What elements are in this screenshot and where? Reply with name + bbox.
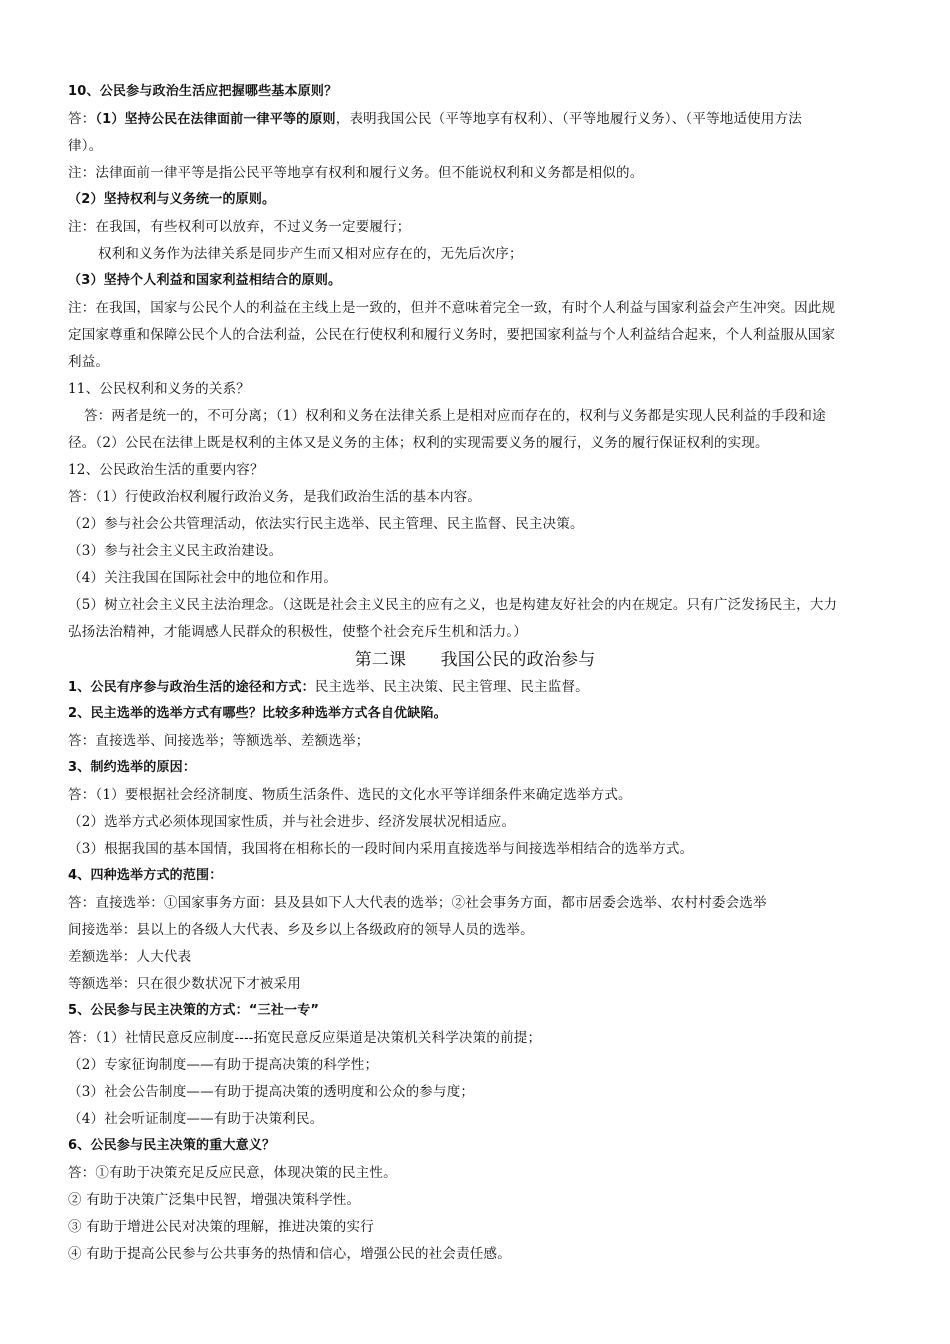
item-5: 5、公民参与民主决策的方式：“三社一专” [68, 1003, 320, 1018]
item-2-answer: 答：直接选举、间接选举；等额选举、差额选举； [68, 733, 370, 749]
item-4: 4、四种选举方式的范围： [68, 868, 223, 883]
note-3b: 定国家尊重和保障公民个人的合法利益，公民在行使权利和履行义务时，要把国家利益与个人利益结合起来，个人利益服从国家 [68, 327, 836, 343]
item-5-answer-1: 答：（1）社情民意反应制度----拓宽民意反应渠道是决策机关科学决策的前提； [68, 1030, 542, 1046]
item-6-answer-4: ④ 有助于提高公民参与公共事务的热情和信心，增强公民的社会责任感。 [68, 1246, 511, 1262]
answer-12-4: （4）关注我国在国际社会中的地位和作用。 [68, 570, 338, 586]
item-4-equal: 等额选举：只在很少数状况下才被采用 [68, 976, 301, 992]
answer-11a: 答：两者是统一的，不可分离；（1）权利和义务在法律关系上是相对应而存在的，权利与义务都是实现人民利益的手段和途 [84, 408, 826, 424]
note-3a: 注：在我国，国家与公民个人的利益在主线上是一致的，但并不意味着完全一致，有时个人利益与国家利益会产生冲突。因此规 [68, 300, 836, 316]
item-2: 2、民主选举的选举方式有哪些？比较多种选举方式各自优缺陷。 [68, 706, 447, 721]
answer-10-principle-1-cont: 律）。 [68, 138, 103, 154]
item-4-indirect: 间接选举：县以上的各级人大代表、乡及乡以上各级政府的领导人员的选举。 [68, 922, 534, 938]
item-4-direct: 答：直接选举：①国家事务方面：县及县如下人大代表的选举；②社会事务方面，都市居委会选举、农村村委会选举 [68, 895, 767, 911]
answer-12-5b: 弘扬法治精神，才能调感人民群众的积极性，使整个社会充斥生机和活力。） [68, 624, 528, 640]
answer-12-2: （2）参与社会公共管理活动，依法实行民主选举、民主管理、民主监督、民主决策。 [68, 516, 584, 532]
item-6-answer-3: ③ 有助于增进公民对决策的理解，推进决策的实行 [68, 1219, 374, 1235]
item-1-text: 民主选举、民主决策、民主管理、民主监督。 [314, 679, 589, 695]
principle-2: （2）坚持权利与义务统一的原则。 [68, 192, 276, 207]
item-5-answer-2: （2）专家征询制度——有助于提高决策的科学性； [68, 1057, 379, 1073]
answer-10-principle-1 [68, 109, 888, 130]
answer-prefix: 答： [68, 111, 96, 127]
question-11: 11、公民权利和义务的关系？ [68, 381, 250, 397]
chapter-title: 第二课 我国公民的政治参与 [354, 650, 596, 670]
question-10: 10、公民参与政治生活应把握哪些基本原则？ [68, 84, 338, 99]
item-4-competitive: 差额选举：人大代表 [68, 949, 192, 965]
answer-11b: 径。（2）公民在法律上既是权利的主体又是义务的主体；权利的实现需要义务的履行，义务的履行保证权利的实现。 [68, 435, 769, 451]
item-3: 3、制约选举的原因： [68, 760, 197, 775]
item-1-bold: 1、公民有序参与政治生活的途径和方式： [68, 680, 315, 695]
answer-12-5a: （5）树立社会主义民主法治理念。（这既是社会主义民主的应有之义，也是构建友好社会的内在规定。只有广泛发扬民主，大力 [68, 597, 838, 613]
principle-1-bold: （1）坚持公民在法律面前一律平等的原则 [95, 112, 336, 127]
principle-3: （3）坚持个人利益和国家利益相结合的原则。 [68, 273, 342, 288]
item-5-answer-3: （3）社会公告制度——有助于提高决策的透明度和公众的参与度； [68, 1084, 475, 1100]
note-3c: 利益。 [68, 354, 110, 370]
note-2b: 权利和义务作为法律关系是同步产生而又相对应存在的，无先后次序； [98, 246, 523, 262]
item-6-answer-2: ② 有助于决策广泛集中民智，增强决策科学性。 [68, 1192, 361, 1208]
item-1 [68, 677, 888, 698]
question-12: 12、公民政治生活的重要内容？ [68, 462, 264, 478]
item-5-answer-4: （4）社会听证制度——有助于决策利民。 [68, 1111, 324, 1127]
item-3-answer-1: 答：（1）要根据社会经济制度、物质生活条件、选民的文化水平等详细条件来确定选举方式。 [68, 787, 632, 803]
principle-1-text: ，表明我国公民（平等地享有权利）、（平等地履行义务）、（平等地适使用方法 [335, 111, 802, 127]
item-3-answer-3: （3）根据我国的基本国情，我国将在相称长的一段时间内采用直接选举与间接选举相结合的选举方式。 [68, 841, 694, 857]
item-3-answer-2: （2）选举方式必须体现国家性质，并与社会进步、经济发展状况相适应。 [68, 814, 516, 830]
answer-12-3: （3）参与社会主义民主政治建设。 [68, 543, 283, 559]
item-6: 6、公民参与民主决策的重大意义？ [68, 1138, 276, 1153]
answer-12-1: 答：（1）行使政治权利履行政治义务，是我们政治生活的基本内容。 [68, 489, 482, 505]
item-6-answer-1: 答：①有助于决策充足反应民意，体现决策的民主性。 [68, 1165, 397, 1181]
note-2a: 注：在我国，有些权利可以放弃，不过义务一定要履行； [68, 219, 411, 235]
note-1: 注：法律面前一律平等是指公民平等地享有权利和履行义务。但不能说权利和义务都是相似的。 [68, 165, 644, 181]
